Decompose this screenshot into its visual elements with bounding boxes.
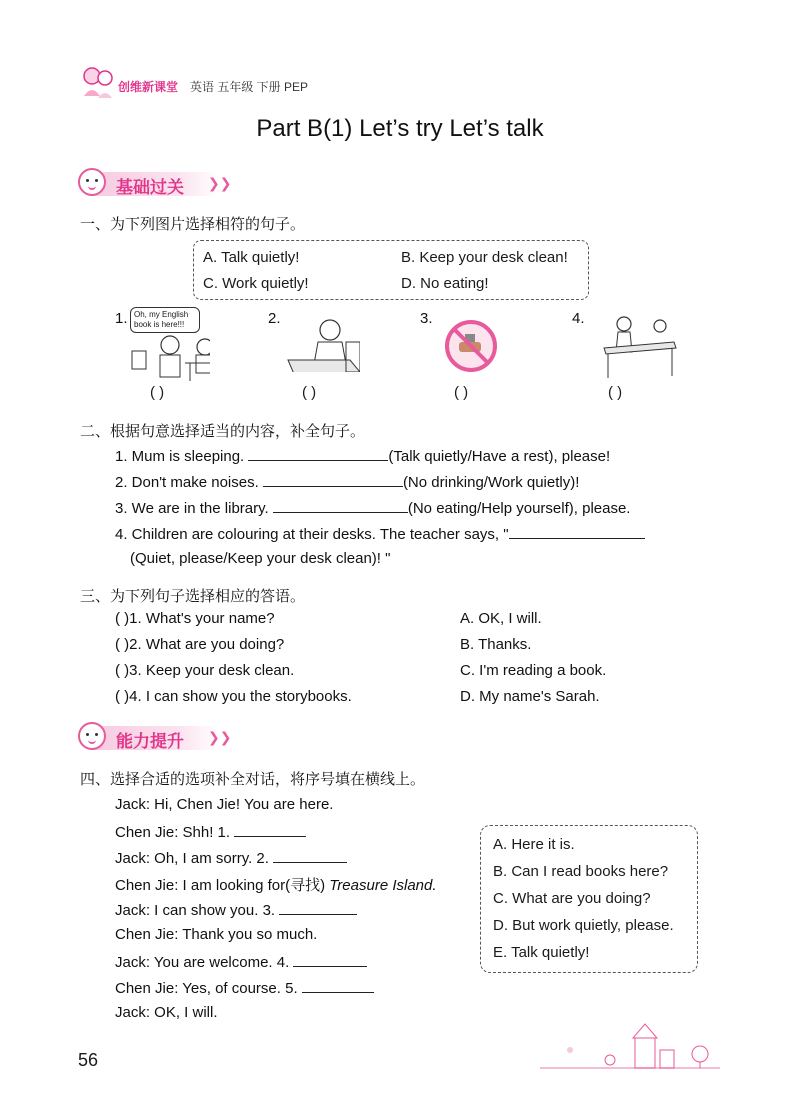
q2-blank-2[interactable] (263, 472, 403, 487)
dialogue-line-3: Jack: Oh, I am sorry. 2. (115, 848, 347, 867)
q2-blank-1[interactable] (248, 446, 388, 461)
picture-3-number: 3. (420, 310, 433, 327)
q4-blank-4[interactable] (293, 952, 367, 967)
q3-question-1: ( )1. What's your name? (115, 610, 275, 627)
q3-question-2: ( )2. What are you doing? (115, 636, 285, 653)
picture-1-answer[interactable]: ( ) (150, 384, 165, 401)
q1-option-c: C. Work quietly! (203, 275, 309, 292)
picture-4-answer[interactable]: ( ) (608, 384, 623, 401)
q2-item-4-line2: (Quiet, please/Keep your desk clean)! " (130, 550, 391, 567)
picture-4-number: 4. (572, 310, 585, 327)
picture-2-answer[interactable]: ( ) (302, 384, 317, 401)
question-2-heading: 二、根据句意选择适当的内容，补全句子。 (80, 423, 366, 440)
q3-answer-b: B. Thanks. (460, 636, 532, 653)
book-info: 英语 五年级 下册 PEP (190, 80, 309, 94)
q3-answer-a: A. OK, I will. (460, 610, 542, 627)
q2-blank-3[interactable] (273, 498, 408, 513)
q2-item-2: 2. Don't make noises. (No drinking/Work quietly)! (115, 474, 580, 491)
chevron-right-icon: ❯❯ (208, 175, 232, 191)
speech-bubble: Oh, my English book is here!!! (130, 307, 200, 333)
q4-blank-3[interactable] (279, 900, 357, 915)
dialogue-line-9: Jack: OK, I will. (115, 1004, 218, 1021)
picture-1-kids-desk-icon (130, 333, 210, 393)
question-4-heading: 四、选择合适的选项补全对话，将序号填在横线上。 (80, 771, 426, 788)
smiley-icon (78, 722, 106, 750)
q3-answer-d: D. My name's Sarah. (460, 688, 600, 705)
dialogue-line-8: Chen Jie: Yes, of course. 5. (115, 978, 374, 997)
dialogue-line-2: Chen Jie: Shh! 1. (115, 822, 306, 841)
q4-option-a: A. Here it is. (493, 836, 575, 853)
dialogue-line-7: Jack: You are welcome. 4. (115, 952, 367, 971)
q4-options-box (480, 825, 698, 973)
dialogue-line-5: Jack: I can show you. 3. (115, 900, 357, 919)
q2-item-3: 3. We are in the library. (No eating/Help yourself), please. (115, 500, 631, 517)
dialogue-line-4: Chen Jie: I am looking for(寻找) Treasure Island. (115, 877, 437, 894)
section-banner-ability: 能力提升 ❯❯ (80, 724, 230, 754)
q4-option-e: E. Talk quietly! (493, 944, 590, 961)
header-bar (78, 78, 328, 96)
q3-question-3: ( )3. Keep your desk clean. (115, 662, 295, 679)
q1-option-b: B. Keep your desk clean! (401, 249, 568, 266)
q4-blank-1[interactable] (234, 822, 306, 837)
no-eating-sign-icon (443, 318, 499, 374)
q1-option-a: A. Talk quietly! (203, 249, 300, 266)
picture-3-answer[interactable]: ( ) (454, 384, 469, 401)
q2-item-4: 4. Children are colouring at their desks. The teacher says, " (115, 524, 645, 543)
picture-2-number: 2. (268, 310, 281, 327)
castle-decoration-icon (540, 1020, 720, 1070)
q4-blank-5[interactable] (302, 978, 374, 993)
q3-answer-c: C. I'm reading a book. (460, 662, 607, 679)
brand-name: 创维新课堂 (118, 80, 179, 94)
question-3-heading: 三、为下列句子选择相应的答语。 (80, 588, 306, 605)
q4-blank-2[interactable] (273, 848, 347, 863)
q3-question-4: ( )4. I can show you the storybooks. (115, 688, 352, 705)
page-title: Part B(1) Let’s try Let’s talk (256, 115, 544, 142)
q2-blank-4[interactable] (509, 524, 645, 539)
q4-option-b: B. Can I read books here? (493, 863, 669, 880)
chevron-right-icon: ❯❯ (208, 729, 232, 745)
smiley-icon (78, 168, 106, 196)
dialogue-line-1: Jack: Hi, Chen Jie! You are here. (115, 796, 334, 813)
picture-2-boy-working-icon (280, 312, 360, 372)
page-number: 56 (78, 1050, 99, 1070)
q1-option-d: D. No eating! (401, 275, 489, 292)
q4-option-d: D. But work quietly, please. (493, 917, 674, 934)
section-banner-basic: 基础过关 ❯❯ (80, 170, 230, 200)
picture-1-number: 1. (115, 310, 128, 327)
picture-4-kids-table-icon (600, 312, 680, 382)
question-1-heading: 一、为下列图片选择相符的句子。 (80, 216, 306, 233)
q1-options-box (193, 240, 589, 300)
q4-option-c: C. What are you doing? (493, 890, 651, 907)
q2-item-1: 1. Mum is sleeping. (Talk quietly/Have a rest), please! (115, 448, 611, 465)
dialogue-line-6: Chen Jie: Thank you so much. (115, 926, 318, 943)
